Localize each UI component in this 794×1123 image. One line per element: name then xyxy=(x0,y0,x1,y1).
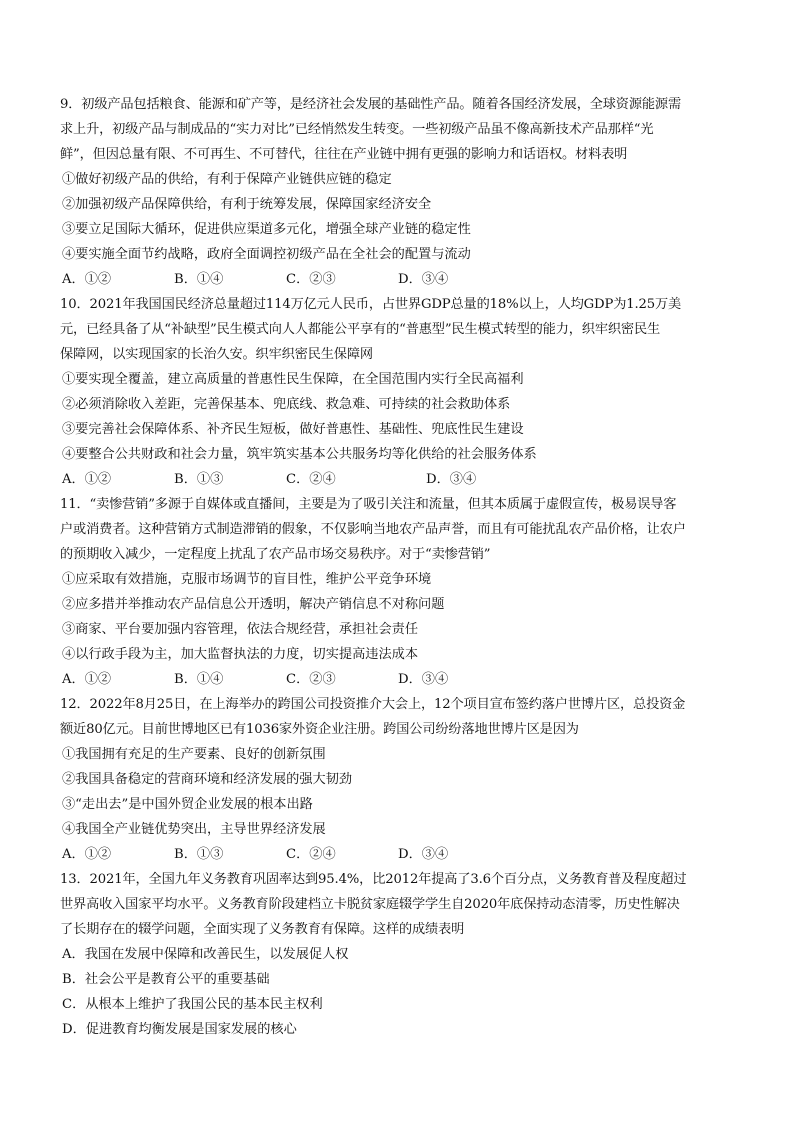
choice-c[interactable]: C．②④ xyxy=(286,847,336,862)
choice-d[interactable]: D．③④ xyxy=(426,472,477,487)
statement-1: ①我国拥有充足的生产要素、良好的创新氛围 xyxy=(62,747,326,762)
answer-choices xyxy=(60,667,736,692)
document-page xyxy=(60,92,736,1042)
statement-4: ④要整合公共财政和社会力量，筑牢筑实基本公共服务均等化供给的社会服务体系 xyxy=(62,447,537,462)
choice-a[interactable]: A．①② xyxy=(62,672,112,687)
statement-1: ①要实现全覆盖，建立高质量的普惠性民生保障，在全国范围内实行全民高福利 xyxy=(62,372,524,387)
choice-b[interactable]: B．①③ xyxy=(174,847,224,862)
question-stem-line: 求上升，初级产品与制成品的“实力对比”已经悄然发生转变。一些初级产品虽不像高新技术产品那样“光 xyxy=(60,122,654,137)
choice-c[interactable]: C．②④ xyxy=(286,472,336,487)
choice-c[interactable]: C．②③ xyxy=(286,672,336,687)
choice-a[interactable]: A．①② xyxy=(62,847,112,862)
statement-3: ③要立足国际大循环，促进供应渠道多元化，增强全球产业链的稳定性 xyxy=(62,222,471,237)
statement-2: ②必须消除收入差距，完善保基本、兜底线、救急难、可持续的社会救助体系 xyxy=(62,397,511,412)
choice-d[interactable]: D．③④ xyxy=(398,672,449,687)
statement-2: ②加强初级产品保障供给，有利于统筹发展，保障国家经济安全 xyxy=(62,197,432,212)
question-stem-line: 10．2021年我国国民经济总量超过114万亿元人民币，占世界GDP总量的18%以上，人均GDP为1.25万美 xyxy=(60,297,682,312)
choice-b[interactable]: B．①③ xyxy=(174,472,224,487)
question-stem-line: 世界高收入国家平均水平。义务教育阶段建档立卡脱贫家庭辍学学生自2020年底保持动态清零，历史性解决 xyxy=(60,897,680,912)
question-stem-line: 11．“卖惨营销”多源于自媒体或直播间，主要是为了吸引关注和流量，但其本质属于虚假宣传，极易误导客 xyxy=(60,497,677,512)
choice-d[interactable]: D．③④ xyxy=(398,847,449,862)
question-stem-line: 元，已经具备了从“补缺型”民生模式向人人都能公平享有的“普惠型”民生模式转型的能力，织牢织密民生 xyxy=(60,322,661,337)
choice-a[interactable]: A．我国在发展中保障和改善民生，以发展促人权 xyxy=(62,947,349,962)
answer-choices xyxy=(60,267,736,292)
question-10 xyxy=(60,292,736,492)
question-stem-line: 鲜”，但因总量有限、不可再生、不可替代，往往在产业链中拥有更强的影响力和话语权。材料表明 xyxy=(60,147,628,162)
statement-1: ①做好初级产品的供给，有利于保障产业链供应链的稳定 xyxy=(62,172,392,187)
choice-d[interactable]: D．促进教育均衡发展是国家发展的核心 xyxy=(62,1022,297,1037)
answer-choices xyxy=(60,842,736,867)
answer-choices xyxy=(60,467,736,492)
question-stem-line: 12．2022年8月25日，在上海举办的跨国公司投资推介大会上，12个项目宣布签约落户世博片区，总投资金 xyxy=(60,697,686,712)
choice-d[interactable]: D．③④ xyxy=(398,272,449,287)
statement-2: ②应多措并举推动农产品信息公开透明，解决产销信息不对称问题 xyxy=(62,597,445,612)
choice-b[interactable]: B．①④ xyxy=(174,672,224,687)
statement-4: ④我国全产业链优势突出，主导世界经济发展 xyxy=(62,822,326,837)
question-stem-line: 9．初级产品包括粮食、能源和矿产等，是经济社会发展的基础性产品。随着各国经济发展，全球资源能源需 xyxy=(60,97,681,112)
question-12 xyxy=(60,692,736,867)
choice-b[interactable]: B．社会公平是教育公平的重要基础 xyxy=(62,972,270,987)
statement-4: ④以行政手段为主，加大监督执法的力度，切实提高违法成本 xyxy=(62,647,419,662)
question-stem-line: 保障网，以实现国家的长治久安。织牢织密民生保障网 xyxy=(60,347,373,362)
question-9 xyxy=(60,92,736,292)
question-stem-line: 户或消费者。这种营销方式制造滞销的假象，不仅影响当地农产品声誉，而且有可能扰乱农产品价格，让农户 xyxy=(60,522,686,537)
choice-b[interactable]: B．①④ xyxy=(174,272,224,287)
statement-2: ②我国具备稳定的营商环境和经济发展的强大韧劲 xyxy=(62,772,353,787)
question-stem-line: 的预期收入减少，一定程度上扰乱了农产品市场交易秩序。对于“卖惨营销” xyxy=(60,547,491,562)
question-stem-line: 了长期存在的辍学问题，全面实现了义务教育有保障。这样的成绩表明 xyxy=(60,922,465,937)
choice-a[interactable]: A．①② xyxy=(62,472,112,487)
statement-1: ①应采取有效措施，克服市场调节的盲目性，维护公平竞争环境 xyxy=(62,572,432,587)
statement-3: ③“走出去”是中国外贸企业发展的根本出路 xyxy=(62,797,313,812)
question-11 xyxy=(60,492,736,692)
statement-3: ③要完善社会保障体系、补齐民生短板，做好普惠性、基础性、兜底性民生建设 xyxy=(62,422,524,437)
statement-4: ④要实施全面节约战略，政府全面调控初级产品在全社会的配置与流动 xyxy=(62,247,471,262)
choice-c[interactable]: C．从根本上维护了我国公民的基本民主权利 xyxy=(62,997,323,1012)
question-13 xyxy=(60,867,736,1042)
choice-a[interactable]: A．①② xyxy=(62,272,112,287)
choice-c[interactable]: C．②③ xyxy=(286,272,336,287)
question-stem-line: 额近80亿元。目前世博地区已有1036家外资企业注册。跨国公司纷纷落地世博片区是因为 xyxy=(60,722,579,737)
question-stem-line: 13．2021年，全国九年义务教育巩固率达到95.4%，比2012年提高了3.6个百分点，义务教育普及程度超过 xyxy=(60,872,687,887)
statement-3: ③商家、平台要加强内容管理，依法合规经营，承担社会责任 xyxy=(62,622,419,637)
